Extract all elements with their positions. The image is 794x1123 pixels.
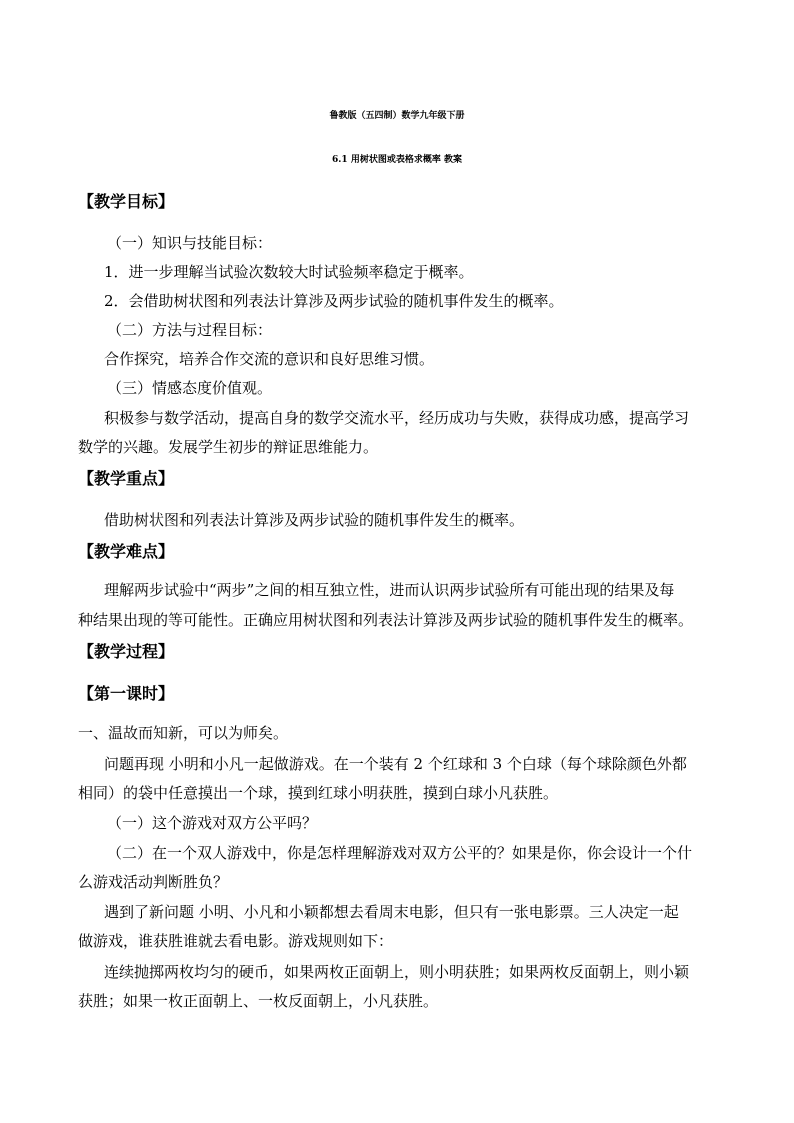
first-lesson-line: （二）在一个双人游戏中，你是怎样理解游戏对双方公平的？如果是你，你会设计一个什	[107, 844, 693, 862]
first-lesson-line: 做游戏，谁获胜谁就去看电影。游戏规则如下：	[78, 932, 394, 950]
objectives-line: （二）方法与过程目标：	[107, 321, 273, 339]
section-heading-process: 【教学过程】	[78, 642, 175, 661]
objectives-line: 积极参与数学活动，提高自身的数学交流水平，经历成功与失败，获得成功感，提高学习	[104, 409, 690, 427]
key-points-line: 借助树状图和列表法计算涉及两步试验的随机事件发生的概率。	[104, 511, 525, 529]
first-lesson-line: 遇到了新问题 小明、小凡和小颖都想去看周末电影，但只有一张电影票。三人决定一起	[104, 903, 679, 921]
first-lesson-line: 获胜；如果一枚正面朝上、一枚反面朝上，小凡获胜。	[78, 992, 439, 1010]
first-lesson-line: （一）这个游戏对双方公平吗？	[107, 814, 318, 832]
first-lesson-line: 连续抛掷两枚均匀的硬币，如果两枚正面朝上，则小明获胜；如果两枚反面朝上，则小颖	[104, 963, 690, 981]
objectives-line: （一）知识与技能目标：	[107, 234, 273, 252]
section-heading-key-points: 【教学重点】	[78, 469, 175, 488]
difficulties-line: 种结果出现的等可能性。正确应用树状图和列表法计算涉及两步试验的随机事件发生的概率。	[78, 611, 694, 629]
document-subtitle: 6.1 用树状图或表格求概率 教案	[332, 155, 462, 165]
objectives-line: 2．会借助树状图和列表法计算涉及两步试验的随机事件发生的概率。	[104, 292, 564, 310]
first-lesson-line: 一、温故而知新，可以为师矣。	[78, 724, 289, 742]
first-lesson-line: 相同）的袋中任意摸出一个球，摸到红球小明获胜，摸到白球小凡获胜。	[78, 784, 559, 802]
section-heading-first-lesson: 【第一课时】	[78, 684, 175, 703]
document-title: 鲁教版（五四制）数学九年级下册	[329, 111, 465, 121]
section-heading-difficulties: 【教学难点】	[78, 542, 175, 561]
first-lesson-line: 么游戏活动判断胜负？	[78, 873, 229, 891]
first-lesson-line: 问题再现 小明和小凡一起做游戏。在一个装有 2 个红球和 3 个白球（每个球除颜色外都	[104, 755, 687, 773]
objectives-line: 数学的兴趣。发展学生初步的辩证思维能力。	[78, 438, 379, 456]
section-heading-objectives: 【教学目标】	[78, 192, 175, 211]
objectives-line: 合作探究，培养合作交流的意识和良好思维习惯。	[104, 350, 435, 368]
objectives-line: （三）情感态度价值观。	[107, 379, 273, 397]
objectives-line: 1．进一步理解当试验次数较大时试验频率稳定于概率。	[104, 263, 474, 281]
difficulties-line: 理解两步试验中“两步”之间的相互独立性，进而认识两步试验所有可能出现的结果及每	[104, 581, 675, 599]
